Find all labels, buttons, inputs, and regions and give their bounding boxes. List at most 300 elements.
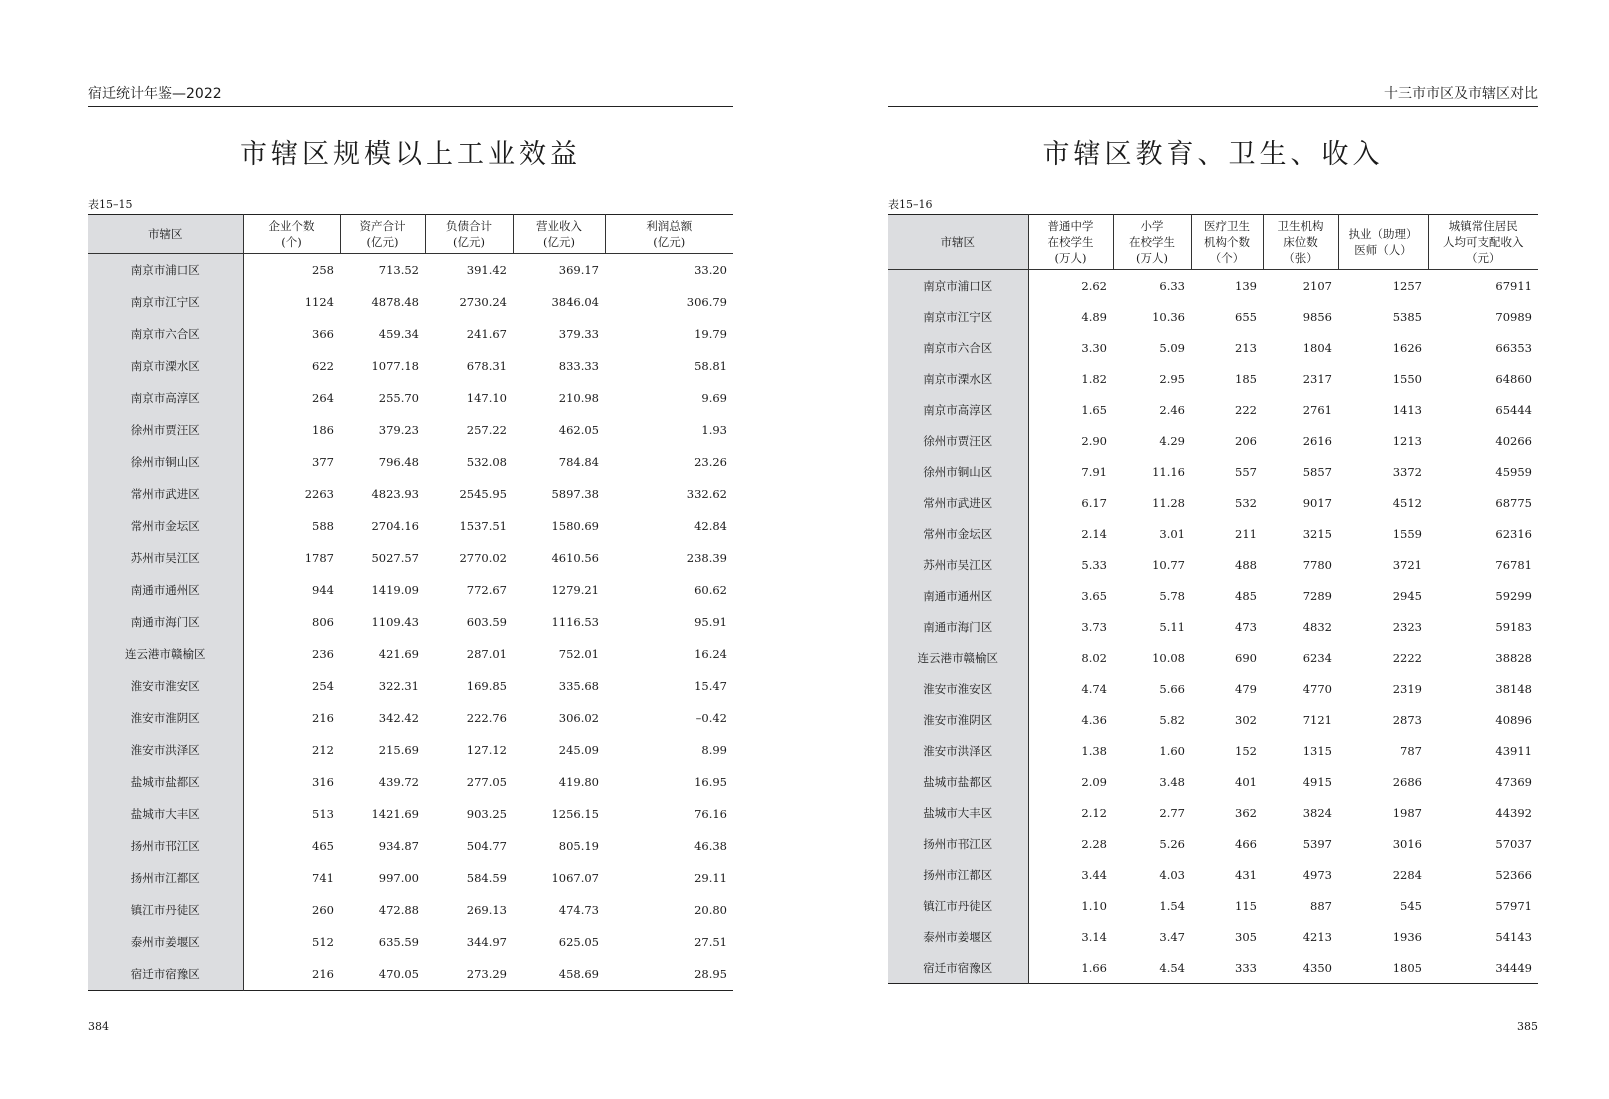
district-name-cell: 常州市金坛区 [888,518,1028,549]
value-cell: 379.23 [378,423,419,437]
value-cell: 305 [1235,929,1257,944]
value-cell: 40266 [1495,433,1532,448]
column-header: 营业收入 (亿元) [513,215,605,254]
value-cell: 1315 [1302,743,1332,758]
table-row [88,830,733,862]
value-cell: 1116.53 [551,615,599,629]
value-cell: 752.01 [558,647,599,661]
value-cell: 5897.38 [551,487,599,501]
value-cell: 64860 [1495,371,1532,386]
table-row [88,702,733,734]
value-cell: 62316 [1495,526,1532,541]
value-cell: 690 [1235,650,1257,665]
value-cell: 28.95 [694,967,727,981]
value-cell: 8.99 [701,743,727,757]
value-cell: 474.73 [558,903,599,917]
table-row [888,952,1538,984]
value-cell: 1413 [1392,402,1422,417]
industry-benefit-table [88,214,733,991]
value-cell: 2945 [1392,588,1422,603]
value-cell: 1124 [304,295,334,309]
value-cell: 65444 [1495,402,1532,417]
district-name-cell: 镇江市丹徒区 [88,894,243,926]
value-cell: 1550 [1392,371,1422,386]
table-body [88,254,733,991]
value-cell: 5.26 [1159,836,1185,851]
value-cell: 806 [312,615,334,629]
table-body [888,270,1538,984]
value-cell: 796.48 [378,455,419,469]
district-name-cell: 南通市通州区 [88,574,243,606]
value-cell: 1804 [1302,340,1332,355]
value-cell: 76.16 [694,807,727,821]
value-cell: 2323 [1392,619,1422,634]
table-header-row [888,215,1538,270]
value-cell: 10.36 [1152,309,1185,324]
value-cell: 1.66 [1081,960,1107,975]
value-cell: 9017 [1302,495,1332,510]
value-cell: 213 [1235,340,1257,355]
value-cell: 379.33 [558,327,599,341]
value-cell: 1987 [1392,805,1422,820]
value-cell: 322.31 [378,679,419,693]
value-cell: 4213 [1302,929,1332,944]
value-cell: 3.01 [1159,526,1185,541]
column-header: 医疗卫生 机构个数 （个） [1191,215,1263,270]
value-cell: 4350 [1302,960,1332,975]
table-row [888,549,1538,580]
value-cell: 34449 [1495,960,1532,975]
value-cell: 2263 [304,487,334,501]
right-page [888,0,1538,1099]
table-row [88,414,733,446]
value-cell: 944 [312,583,334,597]
value-cell: 216 [312,967,334,981]
value-cell: 59299 [1495,588,1532,603]
value-cell: 7.91 [1081,464,1107,479]
table-row [88,894,733,926]
value-cell: 3372 [1392,464,1422,479]
value-cell: 7121 [1302,712,1332,727]
table-row [888,673,1538,704]
value-cell: 2.95 [1159,371,1185,386]
district-name-cell: 盐城市盐都区 [88,766,243,798]
value-cell: 306.79 [686,295,727,309]
district-name-cell: 盐城市大丰区 [88,798,243,830]
running-head [88,82,733,107]
value-cell: 42.84 [694,519,727,533]
table-row [88,350,733,382]
value-cell: 6.17 [1081,495,1107,510]
value-cell: 2.90 [1081,433,1107,448]
table-row [888,518,1538,549]
value-cell: 5027.57 [371,551,419,565]
value-cell: 5857 [1302,464,1332,479]
table-row [888,735,1538,766]
value-cell: 40896 [1495,712,1532,727]
value-cell: 139 [1235,278,1257,293]
value-cell: 147.10 [466,391,507,405]
value-cell: 66353 [1495,340,1532,355]
table-row [888,890,1538,921]
value-cell: 27.51 [694,935,727,949]
value-cell: 2.46 [1159,402,1185,417]
column-header: 市辖区 [888,215,1028,270]
district-name-cell: 苏州市吴江区 [88,542,243,574]
table-row [88,862,733,894]
value-cell: 33.20 [694,263,727,277]
value-cell: 11.16 [1152,464,1185,479]
page-title: 市辖区教育、卫生、收入 [1042,139,1384,170]
value-cell: 5.11 [1159,619,1185,634]
value-cell: 1805 [1392,960,1422,975]
value-cell: 212 [312,743,334,757]
value-cell: 1.60 [1159,743,1185,758]
district-name-cell: 连云港市赣榆区 [88,638,243,670]
value-cell: 470.05 [378,967,419,981]
value-cell: 603.59 [466,615,507,629]
value-cell: 431 [1235,867,1257,882]
value-cell: 4610.56 [551,551,599,565]
value-cell: 532 [1235,495,1257,510]
value-cell: 222.76 [466,711,507,725]
value-cell: 1.38 [1081,743,1107,758]
value-cell: 254 [312,679,334,693]
value-cell: 2616 [1302,433,1332,448]
value-cell: 68775 [1495,495,1532,510]
table-row [88,734,733,766]
value-cell: 23.26 [694,455,727,469]
value-cell: 2.09 [1081,774,1107,789]
value-cell: 2.28 [1081,836,1107,851]
district-name-cell: 盐城市盐都区 [888,766,1028,797]
value-cell: 401 [1235,774,1257,789]
value-cell: 95.91 [694,615,727,629]
value-cell: 4.03 [1159,867,1185,882]
district-name-cell: 淮安市淮安区 [88,670,243,702]
table-row [88,254,733,287]
district-name-cell: 徐州市贾汪区 [888,425,1028,456]
value-cell: 459.34 [378,327,419,341]
value-cell: 57037 [1495,836,1532,851]
value-cell: 1.82 [1081,371,1107,386]
value-cell: 3.14 [1081,929,1107,944]
value-cell: 421.69 [378,647,419,661]
value-cell: 3.48 [1159,774,1185,789]
table-row [88,670,733,702]
value-cell: 3.44 [1081,867,1107,882]
district-name-cell: 徐州市铜山区 [88,446,243,478]
value-cell: 584.59 [466,871,507,885]
value-cell: 216 [312,711,334,725]
value-cell: 625.05 [558,935,599,949]
district-name-cell: 淮安市淮安区 [888,673,1028,704]
column-header: 市辖区 [88,215,243,254]
value-cell: 1559 [1392,526,1422,541]
district-name-cell: 淮安市淮阴区 [88,702,243,734]
value-cell: 57971 [1495,898,1532,913]
value-cell: 2222 [1392,650,1422,665]
district-name-cell: 淮安市淮阴区 [888,704,1028,735]
value-cell: 5.66 [1159,681,1185,696]
district-name-cell: 淮安市洪泽区 [888,735,1028,766]
left-page [88,0,733,1099]
value-cell: 186 [312,423,334,437]
value-cell: 29.11 [694,871,727,885]
table-row [88,542,733,574]
value-cell: 4512 [1392,495,1422,510]
value-cell: 713.52 [378,263,419,277]
value-cell: 362 [1235,805,1257,820]
value-cell: 1580.69 [551,519,599,533]
value-cell: 1936 [1392,929,1422,944]
value-cell: 2873 [1392,712,1422,727]
value-cell: 59183 [1495,619,1532,634]
value-cell: 52366 [1495,867,1532,882]
table-row [888,425,1538,456]
value-cell: 545 [1400,898,1422,913]
value-cell: 47369 [1495,774,1532,789]
value-cell: 1077.18 [371,359,419,373]
value-cell: 11.28 [1152,495,1185,510]
value-cell: 1.54 [1159,898,1185,913]
value-cell: 9856 [1302,309,1332,324]
table-row [888,301,1538,332]
value-cell: 419.80 [558,775,599,789]
column-header: 卫生机构 床位数 （张） [1263,215,1338,270]
value-cell: 1421.69 [371,807,419,821]
value-cell: 8.02 [1081,650,1107,665]
district-name-cell: 淮安市洪泽区 [88,734,243,766]
value-cell: 3215 [1302,526,1332,541]
value-cell: 342.42 [378,711,419,725]
value-cell: 635.59 [378,935,419,949]
table-row [88,446,733,478]
table-row [888,456,1538,487]
value-cell: 772.67 [466,583,507,597]
district-name-cell: 徐州市贾汪区 [88,414,243,446]
running-head-text: 宿迁统计年鉴—2022 [88,86,222,102]
value-cell: 805.19 [558,839,599,853]
value-cell: 258 [312,263,334,277]
table-row [888,580,1538,611]
value-cell: 10.08 [1152,650,1185,665]
district-name-cell: 南京市浦口区 [888,270,1028,302]
value-cell: 152 [1235,743,1257,758]
value-cell: 76781 [1495,557,1532,572]
value-cell: 1787 [304,551,334,565]
table-row [88,382,733,414]
value-cell: 44392 [1495,805,1532,820]
value-cell: 1256.15 [551,807,599,821]
district-name-cell: 扬州市江都区 [888,859,1028,890]
table-row [88,638,733,670]
value-cell: 391.42 [466,263,507,277]
value-cell: 485 [1235,588,1257,603]
value-cell: 302 [1235,712,1257,727]
table-row [88,574,733,606]
value-cell: 7780 [1302,557,1332,572]
value-cell: 287.01 [466,647,507,661]
value-cell: 377 [312,455,334,469]
value-cell: 3721 [1392,557,1422,572]
value-cell: 54143 [1495,929,1532,944]
value-cell: 2686 [1392,774,1422,789]
value-cell: 60.62 [694,583,727,597]
value-cell: 678.31 [466,359,507,373]
value-cell: 1.10 [1081,898,1107,913]
column-header: 城镇常住居民 人均可支配收入 （元） [1428,215,1538,270]
table-row [888,766,1538,797]
value-cell: 332.62 [686,487,727,501]
value-cell: 2730.24 [459,295,507,309]
table-row [88,958,733,991]
value-cell: 4.54 [1159,960,1185,975]
value-cell: 269.13 [466,903,507,917]
district-name-cell: 扬州市邗江区 [888,828,1028,859]
value-cell: 622 [312,359,334,373]
value-cell: 169.85 [466,679,507,693]
table-row [88,926,733,958]
value-cell: 4.74 [1081,681,1107,696]
value-cell: 115 [1235,898,1257,913]
value-cell: 903.25 [466,807,507,821]
value-cell: 3.47 [1159,929,1185,944]
column-header: 负债合计 (亿元) [425,215,513,254]
table-row [888,828,1538,859]
table-row [88,318,733,350]
running-head-text: 十三市市区及市辖区对比 [1384,86,1538,102]
table-row [888,332,1538,363]
district-name-cell: 常州市武进区 [888,487,1028,518]
value-cell: 2107 [1302,278,1332,293]
page-number: 385 [1517,1020,1538,1033]
value-cell: 19.79 [694,327,727,341]
value-cell: 1279.21 [551,583,599,597]
value-cell: 4832 [1302,619,1332,634]
value-cell: 236 [312,647,334,661]
value-cell: 504.77 [466,839,507,853]
value-cell: 277.05 [466,775,507,789]
value-cell: 1.65 [1081,402,1107,417]
value-cell: 255.70 [378,391,419,405]
value-cell: 2770.02 [459,551,507,565]
value-cell: 316 [312,775,334,789]
value-cell: 5.09 [1159,340,1185,355]
table-row [888,270,1538,302]
district-name-cell: 南京市浦口区 [88,254,243,287]
value-cell: 3824 [1302,805,1332,820]
value-cell: 466 [1235,836,1257,851]
value-cell: 333 [1235,960,1257,975]
page-title: 市辖区规模以上工业效益 [240,139,581,170]
table-number: 表15–15 [88,198,133,211]
column-header: 小学 在校学生 (万人) [1113,215,1191,270]
value-cell: 6.33 [1159,278,1185,293]
value-cell: 488 [1235,557,1257,572]
table-row [88,606,733,638]
value-cell: 439.72 [378,775,419,789]
value-cell: 215.69 [378,743,419,757]
value-cell: 369.17 [558,263,599,277]
value-cell: 3.73 [1081,619,1107,634]
value-cell: 4878.48 [371,295,419,309]
district-name-cell: 苏州市吴江区 [888,549,1028,580]
value-cell: 38148 [1495,681,1532,696]
table-row [888,642,1538,673]
column-header: 利润总额 (亿元) [605,215,733,254]
table-number: 表15–16 [888,198,933,211]
value-cell: 10.77 [1152,557,1185,572]
district-name-cell: 宿迁市宿豫区 [88,958,243,991]
value-cell: 245.09 [558,743,599,757]
value-cell: 4.89 [1081,309,1107,324]
value-cell: 5.78 [1159,588,1185,603]
district-name-cell: 南通市海门区 [88,606,243,638]
district-name-cell: 泰州市姜堰区 [88,926,243,958]
value-cell: 127.12 [466,743,507,757]
table-row [888,859,1538,890]
education-health-income-table [888,214,1538,984]
value-cell: 1537.51 [459,519,507,533]
value-cell: 4973 [1302,867,1332,882]
district-name-cell: 常州市金坛区 [88,510,243,542]
value-cell: 833.33 [558,359,599,373]
district-name-cell: 泰州市姜堰区 [888,921,1028,952]
value-cell: 335.68 [558,679,599,693]
district-name-cell: 南京市溧水区 [888,363,1028,394]
value-cell: 238.39 [686,551,727,565]
value-cell: 3846.04 [551,295,599,309]
value-cell: 557 [1235,464,1257,479]
value-cell: 273.29 [466,967,507,981]
value-cell: 264 [312,391,334,405]
district-name-cell: 南京市六合区 [88,318,243,350]
value-cell: 306.02 [558,711,599,725]
value-cell: 211 [1235,526,1257,541]
value-cell: 206 [1235,433,1257,448]
table-row [888,704,1538,735]
value-cell: 6234 [1302,650,1332,665]
district-name-cell: 盐城市大丰区 [888,797,1028,828]
district-name-cell: 镇江市丹徒区 [888,890,1028,921]
value-cell: 462.05 [558,423,599,437]
district-name-cell: 徐州市铜山区 [888,456,1028,487]
value-cell: 3016 [1392,836,1422,851]
value-cell: 3.65 [1081,588,1107,603]
value-cell: 513 [312,807,334,821]
value-cell: 784.84 [558,455,599,469]
value-cell: 479 [1235,681,1257,696]
value-cell: 9.69 [701,391,727,405]
value-cell: 2.14 [1081,526,1107,541]
value-cell: 5397 [1302,836,1332,851]
column-header: 普通中学 在校学生 (万人) [1028,215,1113,270]
value-cell: 2545.95 [459,487,507,501]
table-row [888,611,1538,642]
value-cell: 1067.07 [551,871,599,885]
column-header: 执业（助理） 医师（人） [1338,215,1428,270]
value-cell: 1213 [1392,433,1422,448]
value-cell: 472.88 [378,903,419,917]
value-cell: 67911 [1495,278,1532,293]
value-cell: 4.36 [1081,712,1107,727]
district-name-cell: 南京市六合区 [888,332,1028,363]
running-head [888,82,1538,107]
value-cell: 43911 [1495,743,1532,758]
district-name-cell: 扬州市江都区 [88,862,243,894]
value-cell: 210.98 [558,391,599,405]
